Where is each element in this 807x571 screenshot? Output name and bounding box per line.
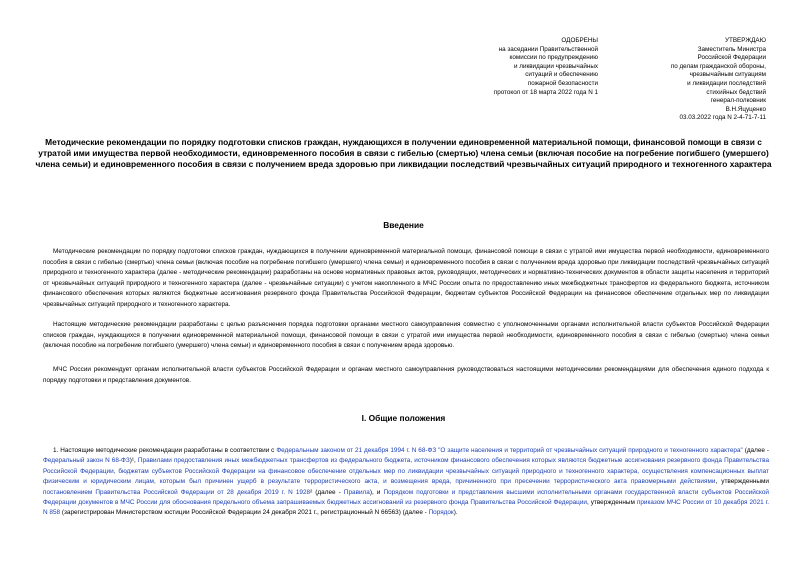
approval-line: протокол от 18 марта 2022 года N 1 bbox=[493, 88, 598, 96]
document-title: Методические рекомендации по порядку подготовки списков граждан, нуждающихся в получении единовременной материальной помощи, финансовой помощи в связи с утратой ими имущества первой необходимости, единовременного пособия в связи с гибелью (смертью) члена семьи (включая пособие на погребение погибшего (умершего) члена семьи) и единовременного пособия в связи с получением вреда здоровью при ликвидации последствий чрезвычайных ситуаций природного и техногенного характера bbox=[35, 137, 772, 170]
intro-heading: Введение bbox=[383, 220, 424, 230]
intro-paragraph-1 bbox=[43, 247, 769, 311]
confirmation-line: УТВЕРЖДАЮ bbox=[724, 37, 766, 44]
paragraph-text: , утвержденным bbox=[586, 499, 637, 507]
confirmation-line: по делам гражданской обороны, bbox=[670, 62, 766, 70]
mchs-order-link[interactable]: приказом МЧС России от 10 декабря 2021 г. N 858 bbox=[43, 499, 769, 517]
confirmation-line: Заместитель Министра bbox=[697, 45, 766, 53]
section-heading: I. Общие положения bbox=[361, 413, 446, 423]
approval-block bbox=[440, 37, 598, 97]
paragraph-text: МЧС России рекомендует органам исполнительной власти субъектов Российской Федерации и органам местного самоуправления руководствоваться настоящими методическими рекомендациями для обеспечения единого подхода к порядку подготовки и представления документов. bbox=[43, 366, 769, 384]
procedure-link[interactable]: Порядком подготовки и представления высшими исполнительными органами государственной власти субъектов Российской Федерации документов в МЧС России для обоснования предельного объема запрашиваемых бюджетных ассигнований из резервного фонда Правительства Российской Федерации bbox=[43, 488, 769, 507]
confirmation-line: чрезвычайным ситуациям bbox=[689, 71, 766, 79]
procedure-short-link[interactable]: Порядок bbox=[428, 509, 454, 517]
federal-law-short-link[interactable]: Федеральный закон N 68-ФЗ bbox=[43, 457, 130, 465]
approval-line: ОДОБРЕНЫ bbox=[561, 37, 598, 44]
confirmation-line: В.Н.Яцуценко bbox=[725, 105, 766, 113]
approval-line: ситуаций и обеспечению bbox=[525, 71, 598, 79]
rules-link[interactable]: Правила bbox=[343, 488, 370, 496]
paragraph-text: , утвержденными bbox=[715, 478, 769, 486]
confirmation-line: Российской Федерации bbox=[697, 54, 766, 62]
confirmation-line: генерал-полковник bbox=[710, 97, 766, 105]
paragraph-text: 1. Настоящие методические рекомендации разработаны в соответствии с bbox=[53, 447, 277, 454]
intro-paragraph-2 bbox=[43, 320, 769, 352]
paragraph-text: ). bbox=[453, 509, 458, 517]
paragraph-text: ² (далее - bbox=[310, 488, 344, 496]
paragraph-text: Методические рекомендации по порядку подготовки списков граждан, нуждающихся в получении единовременной материальной помощи, финансовой помощи в связи с утратой ими имущества первой необходимости, единовременного пособия в связи с гибелью (смертью) члена семьи (включая пособие на погребение погибшего (умершего) члена семьи) и единовременного пособия в связи с получением вреда здоровью при ликвидации последствий чрезвычайных ситуаций природного и техногенного характера (далее - методические рекомендации) разработаны на основе нормативных правовых актов, руководящих, методических и нормативно-технических документов в области защиты населения и территорий от чрезвычайных ситуаций природного и техногенного характера (далее - чрезвычайные ситуации) с учетом накопленного в МЧС России опыта по предоставлению иных межбюджетных трансфертов из федерального бюджета, источником финансового обеспечения которых являются бюджетные ассигнования резервного фонда Правительства Российской Федерации, бюджетам субъектов Российской Федерации на финансовое обеспечение отдельных мер по ликвидации чрезвычайных ситуаций природного и техногенного характера. bbox=[43, 248, 769, 308]
approval-line: и ликвидации чрезвычайных bbox=[514, 62, 598, 70]
paragraph-text: ), и bbox=[369, 488, 384, 496]
intro-paragraph-3 bbox=[43, 365, 769, 386]
confirmation-line: и ликвидации последствий bbox=[687, 79, 766, 87]
paragraph-text: Настоящие методические рекомендации разработаны с целью разъяснения порядка подготовки органами местного самоуправления совместно с уполномоченными органами исполнительной власти субъектов Российской Федерации списков граждан, нуждающихся в получении единовременной материальной помощи, финансовой помощи в связи с утратой ими имущества первой необходимости, единовременного пособия в связи с гибелью (смертью) члена семьи (включая пособие на погребение погибшего (умершего) члена семьи) и единовременного пособия в связи с получением вреда здоровью. bbox=[43, 321, 769, 350]
approval-line: комиссии по предупреждению bbox=[509, 54, 598, 62]
section-paragraph-1 bbox=[43, 446, 769, 519]
paragraph-text: )¹, bbox=[129, 457, 138, 465]
government-decree-link[interactable]: постановлением Правительства Российской Федерации от 28 декабря 2019 г. N 1928 bbox=[43, 488, 311, 496]
approval-line: на заседании Правительственной bbox=[498, 45, 598, 53]
paragraph-text: (далее - bbox=[742, 447, 769, 454]
transfer-rules-link[interactable]: Правилами предоставления иных межбюджетных трансфертов из федерального бюджета, источником финансового обеспечения которых являются бюджетные ассигнования резервного фонда Правительства Российской Федерации, бюджетам субъектов Российской Федерации на финансовое обеспечение отдельных мер по ликвидации чрезвычайных ситуаций природного и техногенного характера, осуществления компенсационных выплат физическим и юридическим лицам, которым был причинен ущерб в результате террористического акта, и возмещения вреда, причиненного при пресечении террористического акта правомерными действиями bbox=[43, 457, 769, 486]
paragraph-text: (зарегистрирован Министерством юстиции Российской Федерации 24 декабря 2021 г., регистрационный N 66563) (далее - bbox=[60, 509, 429, 517]
confirmation-line: стихийных бедствий bbox=[706, 88, 766, 96]
confirmation-line: 03.03.2022 года N 2-4-71-7-11 bbox=[679, 114, 766, 122]
federal-law-link[interactable]: Федеральным законом от 21 декабря 1994 г. N 68-ФЗ "О защите населения и территорий от чрезвычайных ситуаций природного и техногенного характера" bbox=[276, 447, 743, 454]
approval-line: пожарной безопасности bbox=[527, 79, 598, 87]
confirmation-block bbox=[626, 37, 766, 123]
